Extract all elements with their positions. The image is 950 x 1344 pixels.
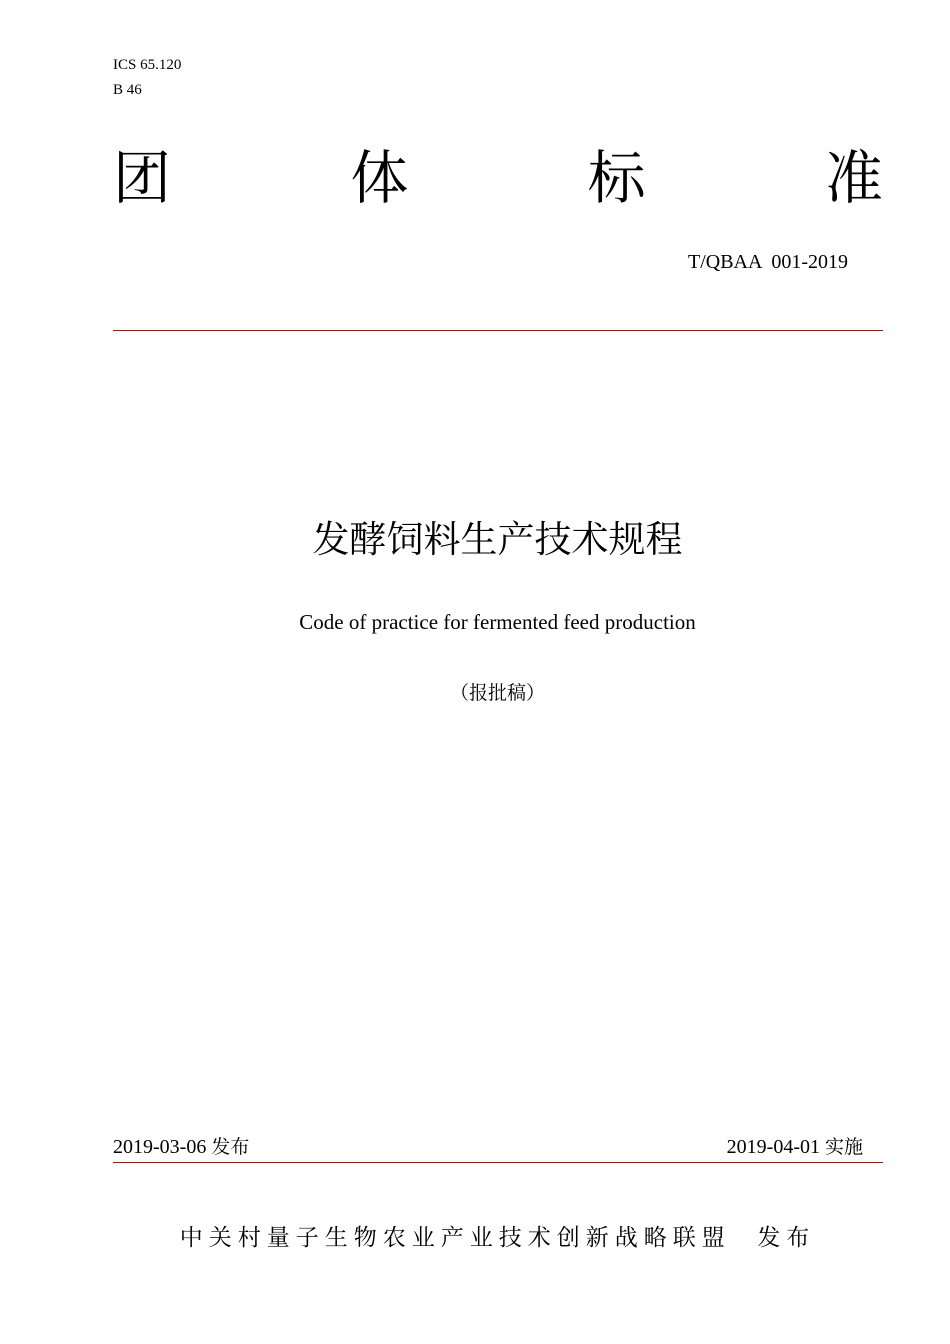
doc-type-char: 准 bbox=[824, 144, 883, 212]
doc-type-char: 体 bbox=[350, 144, 409, 212]
implementation-date-line bbox=[727, 1134, 863, 1160]
top-divider bbox=[113, 330, 883, 331]
draft-status: （报批稿） bbox=[449, 682, 545, 704]
ics-code: ICS 65.120 bbox=[113, 57, 182, 73]
doc-type-char: 团 bbox=[113, 144, 172, 212]
standard-number: T/QBAA 001-2019 bbox=[688, 251, 848, 273]
title-chinese: 发酵饲料生产技术规程 bbox=[312, 518, 683, 561]
doc-type-char: 标 bbox=[587, 144, 646, 212]
issue-label: 发布 bbox=[211, 1136, 250, 1158]
publisher: 中关村量子生物农业产业技术创新战略联盟 发布 bbox=[179, 1225, 816, 1251]
implementation-label: 实施 bbox=[824, 1136, 863, 1158]
bottom-divider bbox=[113, 1162, 883, 1163]
ccs-code: B 46 bbox=[113, 82, 142, 98]
issue-date: 2019-03-06 bbox=[113, 1136, 207, 1158]
issue-date-line bbox=[113, 1134, 249, 1160]
title-english: Code of practice for fermented feed production bbox=[299, 610, 696, 634]
document-type-heading bbox=[113, 142, 883, 214]
implementation-date: 2019-04-01 bbox=[726, 1136, 820, 1158]
